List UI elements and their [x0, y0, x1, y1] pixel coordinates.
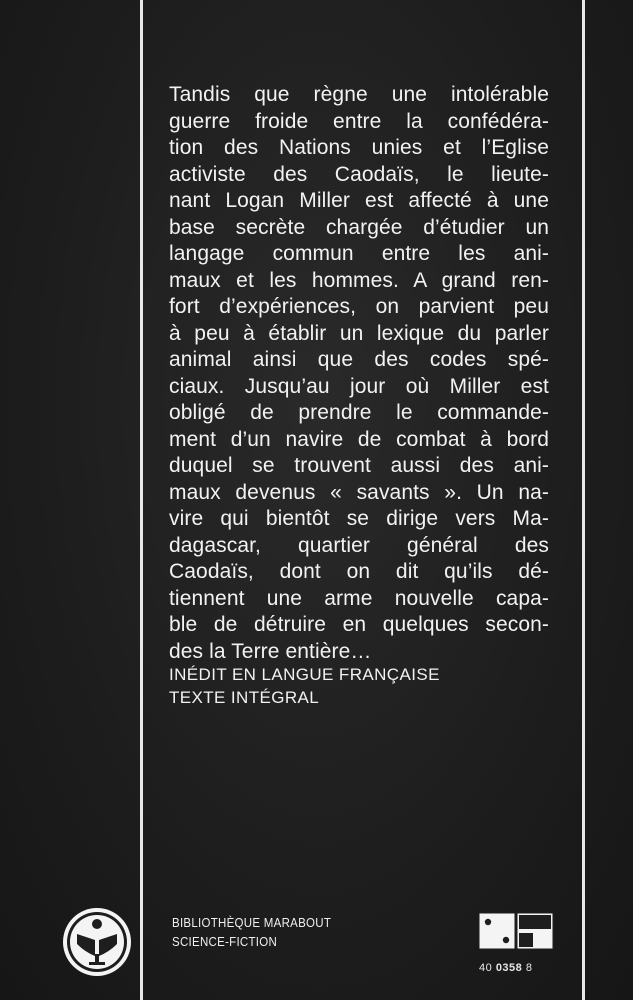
marabout-logo-icon: [61, 906, 133, 978]
collection-line-2: SCIENCE-FICTION: [172, 935, 278, 949]
blurb-line: fort d’expériences, on parvient peu: [169, 295, 549, 318]
blurb-line: duquel se trouvent aussi des ani-: [169, 454, 549, 477]
blurb-line: des la Terre entière…: [169, 639, 372, 663]
blurb-line: obligé de prendre le commande-: [169, 401, 549, 424]
blurb-line: guerre froide entre la confédéra-: [169, 109, 549, 133]
catalog-code: [479, 962, 532, 974]
blurb-line: tiennent une arme nouvelle capa-: [169, 586, 549, 610]
blurb-line: langage commun entre les ani-: [169, 242, 549, 265]
catalog-code-prefix: 40: [479, 962, 493, 974]
blurb-line: base secrète chargée d’étudier un: [169, 215, 549, 239]
blurb-line: vire qui bientôt se dirige vers Ma-: [169, 507, 549, 530]
blurb-line: ment d’un navire de combat à bord: [169, 427, 549, 451]
blurb-line: animal ainsi que des codes spé-: [169, 348, 549, 371]
edition-tag-full-text: TEXTE INTÉGRAL: [169, 688, 320, 707]
dice-icon: [478, 912, 556, 952]
blurb-line: maux devenus « savants ». Un na-: [169, 480, 549, 504]
catalog-code-number: 0358: [495, 962, 523, 974]
right-vertical-rule: [582, 0, 585, 1000]
blurb-line: ciaux. Jusqu’au jour où Miller est: [169, 374, 549, 398]
edition-tag-unpublished: INÉDIT EN LANGUE FRANÇAISE: [169, 665, 440, 684]
blurb-line: Tandis que règne une intolérable: [169, 83, 549, 106]
blurb-text: [169, 82, 549, 665]
blurb-line: tion des Nations unies et l’Eglise: [169, 136, 549, 159]
blurb-line: Caodaïs, dont on dit qu’ils dé-: [169, 560, 549, 583]
left-vertical-rule: [140, 0, 143, 1000]
blurb-line: maux et les hommes. A grand ren-: [169, 268, 549, 292]
blurb-line: activiste des Caodaïs, le lieute-: [169, 162, 549, 186]
blurb-line: ble de détruire en quelques secon-: [169, 613, 549, 636]
blurb-line: nant Logan Miller est affecté à une: [169, 189, 549, 212]
collection-line-1: BIBLIOTHÈQUE MARABOUT: [172, 916, 332, 930]
catalog-code-suffix: 8: [525, 962, 533, 974]
edition-tags: [169, 663, 549, 709]
blurb-line: à peu à établir un lexique du parler: [169, 321, 549, 345]
blurb-line: dagascar, quartier général des: [169, 533, 549, 557]
collection-name: [172, 914, 331, 952]
